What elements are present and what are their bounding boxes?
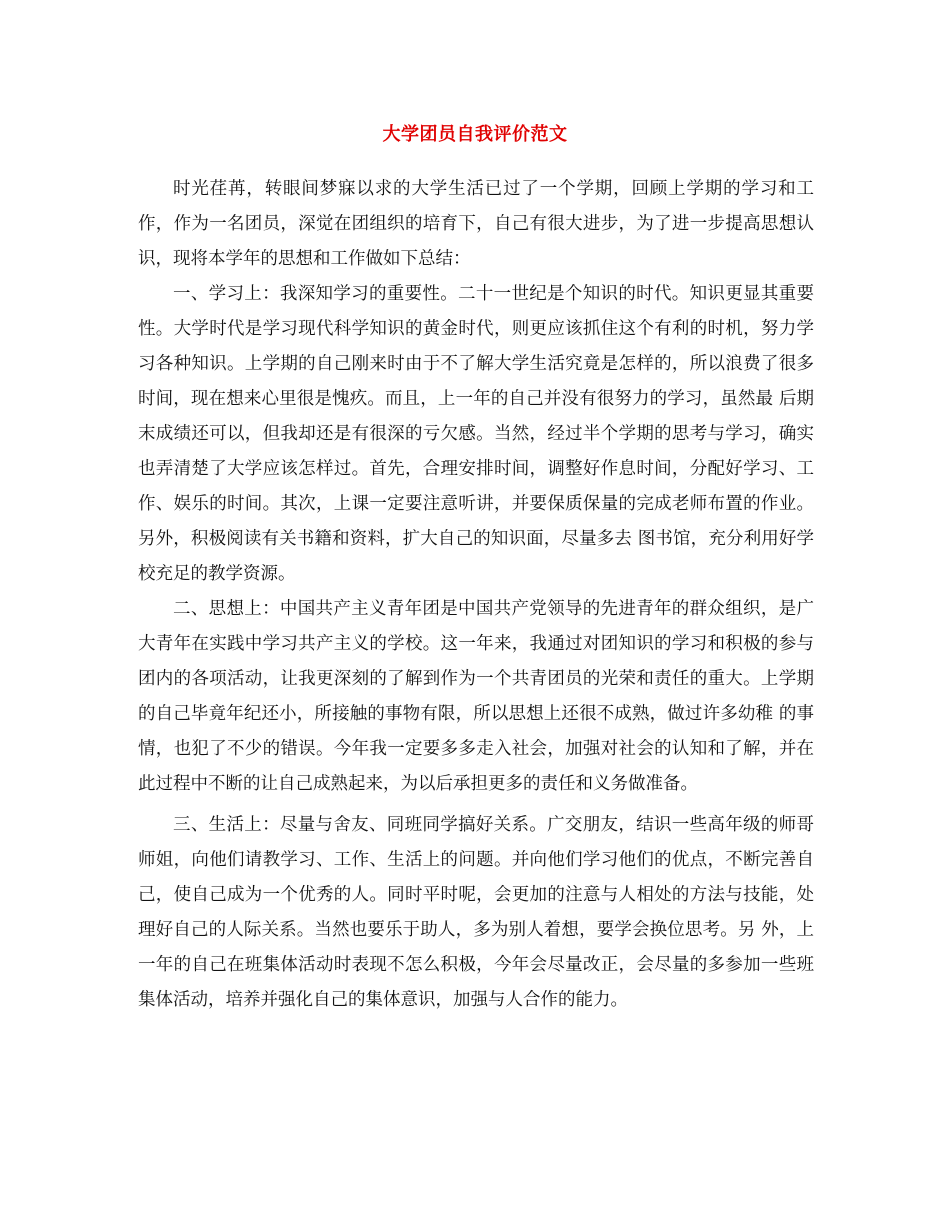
paragraph-life: 三、生活上：尽量与舍友、同班同学搞好关系。广交朋友，结识一些高年级的师哥师姐，向他们请教学习、工作、生活上的问题。并向他们学习他们的优点，不断完善自己，使自己成为一个优秀的人。同时平时呢，会更加的注意与人相处的方法与技能，处理好自己的人际关系。当然也要乐于助人，多为别人着想，要学会换位思考。另 外，上一年的自己在班集体活动时表现不怎么积极，今年会尽量改正，会尽量的多参加一些班集体活动，培养并强化自己的集体意识，加强与人合作的能力。 — [138, 815, 814, 1010]
paragraph-intro: 时光荏苒，转眼间梦寐以求的大学生活已过了一个学期，回顾上学期的学习和工作，作为一名团员，深觉在团组织的培育下，自己有很大进步，为了进一步提高思想认识，现将本学年的思想和工作做如下总结： — [138, 179, 814, 269]
paragraph-thought: 二、思想上：中国共产主义青年团是中国共产党领导的先进青年的群众组织，是广大青年在实践中学习共产主义的学校。这一年来，我通过对团知识的学习和积极的参与团内的各项活动，让我更深刻的了解到作为一个共青团员的光荣和责任的重大。上学期的自己毕竟年纪还小，所接触的事物有限，所以思想上还很不成熟，做过许多幼稚 的事情，也犯了不少的错误。今年我一定要多多走入社会，加强对社会的认知和了解，并在此过程中不断的让自己成熟起来，为以后承担更多的责任和义务做准备。 — [138, 599, 814, 794]
document-body — [138, 172, 814, 1018]
document-title: 大学团员自我评价范文 — [382, 124, 568, 145]
paragraph-study: 一、学习上：我深知学习的重要性。二十一世纪是个知识的时代。知识更显其重要性。大学时代是学习现代科学知识的黄金时代，则更应该抓住这个有利的时机，努力学习各种知识。上学期的自己刚来时由于不了解大学生活究竟是怎样的，所以浪费了很多时间，现在想来心里很是愧疚。而且，上一年的自己并没有很努力的学习，虽然最 后期末成绩还可以，但我却还是有很深的亏欠感。当然，经过半个学期的思考与学习，确实也弄清楚了大学应该怎样过。首先，合理安排时间，调整好作息时间，分配好学习、工作、娱乐的时间。其次，上课一定要注意听讲，并要保质保量的完成老师布置的作业。另外，积极阅读有关书籍和资料，扩大自己的知识面，尽量多去 图书馆，充分利用好学校充足的教学资源。 — [138, 284, 814, 584]
